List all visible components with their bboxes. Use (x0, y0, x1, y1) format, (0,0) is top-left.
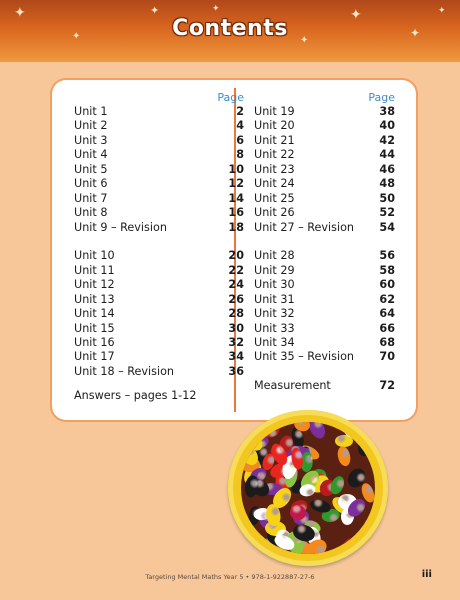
toc-entry[interactable] (74, 134, 244, 148)
toc-entry-label: Unit 7 (74, 191, 108, 205)
sparkle-icon: ✦ (300, 35, 309, 46)
toc-entry-page: 70 (379, 350, 395, 364)
toc-entry-page: 56 (379, 249, 395, 263)
toc-entry-label: Unit 22 (254, 148, 295, 162)
toc-entry[interactable] (254, 278, 395, 292)
toc-entry-label: Unit 28 (254, 249, 295, 263)
toc-entry-answers[interactable]: Answers – pages 1-12 (74, 389, 197, 403)
toc-entry-page: 12 (228, 177, 244, 191)
toc-entry-page: 34 (228, 350, 244, 364)
toc-entry-page: 14 (228, 191, 244, 205)
page-title: Contents (172, 16, 288, 41)
toc-column-left (74, 91, 244, 402)
toc-entry-label: Unit 32 (254, 307, 295, 321)
toc-entry[interactable] (74, 192, 244, 206)
toc-column-right (254, 91, 395, 394)
toc-entry-label: Unit 31 (254, 292, 295, 306)
toc-entry-page: 64 (379, 307, 395, 321)
toc-entry-page: 60 (379, 278, 395, 292)
toc-entry[interactable] (74, 163, 244, 177)
toc-entry-page: 50 (379, 191, 395, 205)
toc-entry[interactable] (74, 307, 244, 321)
toc-entry-page: 42 (379, 133, 395, 147)
toc-entry-page: 32 (228, 336, 244, 349)
sparkle-icon: ✦ (438, 6, 446, 16)
toc-entry-label: Unit 6 (74, 177, 108, 191)
toc-entry-page: 52 (379, 206, 395, 220)
toc-entry-measurement[interactable] (254, 379, 395, 393)
header-banner (0, 0, 460, 62)
toc-entry-page: 54 (379, 220, 395, 234)
toc-entry-label: Unit 26 (254, 206, 295, 220)
toc-entry[interactable] (74, 278, 244, 292)
toc-entry-page: 58 (379, 263, 395, 277)
sparkle-icon: ✦ (410, 26, 421, 40)
toc-entry[interactable] (254, 293, 395, 307)
toc-entry[interactable] (254, 119, 395, 133)
toc-entry-page: 4 (236, 119, 244, 133)
toc-entry[interactable] (74, 177, 244, 191)
toc-entry[interactable] (254, 307, 395, 321)
sparkle-icon: ✦ (350, 7, 362, 23)
toc-entry[interactable] (254, 148, 395, 162)
toc-entry-page: 6 (236, 133, 244, 147)
toc-entry-label: Unit 19 (254, 105, 295, 118)
toc-entry-page: 20 (228, 249, 244, 263)
toc-entry-label: Unit 23 (254, 162, 295, 176)
toc-entry-page: 24 (228, 278, 244, 292)
toc-list-right (254, 105, 395, 365)
toc-entry[interactable] (74, 206, 244, 220)
toc-entry-label: Unit 21 (254, 133, 295, 147)
toc-entry[interactable] (254, 105, 395, 119)
sparkle-icon: ✦ (150, 4, 160, 17)
footer-text: Targeting Mental Maths Year 5 • 978-1-922887-27-6 (145, 573, 315, 581)
toc-entry-label: Unit 18 – Revision (74, 364, 175, 378)
sparkle-icon: ✦ (212, 4, 220, 14)
page-column-heading: Page (217, 91, 244, 104)
toc-entry[interactable] (74, 322, 244, 336)
toc-entry[interactable] (74, 293, 244, 307)
jelly-bean (336, 445, 352, 467)
toc-entry-label: Unit 2 (74, 119, 108, 133)
toc-entry-page: 68 (379, 336, 395, 349)
toc-entry-page: 16 (228, 206, 244, 220)
toc-entry-page: 40 (379, 119, 395, 133)
toc-entry[interactable] (74, 221, 244, 235)
toc-entry[interactable] (74, 350, 244, 364)
jelly-bean-bowl-image (228, 410, 388, 566)
toc-entry-page: 22 (228, 263, 244, 277)
toc-entry[interactable] (254, 336, 395, 350)
spacer (254, 235, 395, 249)
spacer (254, 365, 395, 379)
toc-entry-label: Unit 20 (254, 119, 295, 133)
toc-entry[interactable] (254, 192, 395, 206)
toc-entry-label: Unit 9 – Revision (74, 220, 167, 234)
toc-entry[interactable] (74, 264, 244, 278)
toc-entry[interactable] (74, 148, 244, 162)
toc-list-left (74, 105, 244, 379)
toc-entry-page: 8 (236, 148, 244, 162)
toc-entry-label: Unit 25 (254, 191, 295, 205)
toc-entry-label: Unit 1 (74, 105, 108, 118)
toc-entry[interactable] (254, 163, 395, 177)
toc-entry-label: Unit 29 (254, 263, 295, 277)
toc-entry-label: Unit 13 (74, 292, 115, 306)
toc-entry[interactable] (254, 350, 395, 364)
toc-entry[interactable] (74, 119, 244, 133)
sparkle-icon: ✦ (72, 31, 81, 42)
toc-entry-page: 10 (228, 162, 244, 176)
toc-entry-label: Unit 30 (254, 278, 295, 292)
toc-entry-label: Unit 15 (74, 321, 115, 335)
toc-entry-label: Unit 4 (74, 148, 108, 162)
toc-entry-page: 62 (379, 292, 395, 306)
toc-entry-label: Unit 12 (74, 278, 115, 292)
toc-entry[interactable] (74, 249, 244, 263)
toc-entry[interactable] (254, 134, 395, 148)
jelly-bean (356, 439, 372, 458)
page-column-heading: Page (368, 91, 395, 104)
toc-entry[interactable] (254, 249, 395, 263)
toc-entry-page: 38 (379, 105, 395, 118)
sparkle-icon: ✦ (14, 5, 26, 21)
toc-entry-label: Unit 3 (74, 133, 108, 147)
toc-entry-page: 2 (236, 105, 244, 118)
spacer (74, 235, 244, 249)
toc-entry[interactable] (74, 105, 244, 119)
toc-entry-page: 46 (379, 162, 395, 176)
toc-entry-label: Unit 17 (74, 350, 115, 364)
toc-entry-label: Unit 34 (254, 336, 295, 349)
toc-entry-page: 28 (228, 307, 244, 321)
toc-entry[interactable] (254, 177, 395, 191)
toc-entry-page: 26 (228, 292, 244, 306)
toc-entry-page: 72 (379, 379, 395, 393)
toc-entry[interactable] (74, 336, 244, 350)
toc-entry-page: 36 (228, 364, 244, 378)
toc-entry-page: 18 (228, 220, 244, 234)
toc-entry-label: Measurement (254, 379, 331, 393)
toc-entry-label: Unit 35 – Revision (254, 350, 355, 364)
toc-entry-label: Unit 24 (254, 177, 295, 191)
toc-entry-page: 30 (228, 321, 244, 335)
toc-entry-page: 44 (379, 148, 395, 162)
toc-entry-label: Unit 10 (74, 249, 115, 263)
toc-entry-label: Unit 11 (74, 263, 115, 277)
toc-entry-label: Unit 16 (74, 336, 115, 349)
toc-entry-label: Unit 14 (74, 307, 115, 321)
toc-entry-label: Unit 33 (254, 321, 295, 335)
toc-entry-label: Unit 27 – Revision (254, 220, 355, 234)
toc-entry[interactable] (74, 365, 244, 379)
toc-entry[interactable] (254, 322, 395, 336)
page-number: iii (421, 569, 432, 580)
jelly-beans (241, 422, 375, 554)
toc-entry-label: Unit 8 (74, 206, 108, 220)
toc-entry[interactable] (254, 221, 395, 235)
toc-entry-page: 48 (379, 177, 395, 191)
toc-entry-page: 66 (379, 321, 395, 335)
toc-entry[interactable] (254, 206, 395, 220)
toc-entry-label: Unit 5 (74, 162, 108, 176)
toc-entry[interactable] (254, 264, 395, 278)
